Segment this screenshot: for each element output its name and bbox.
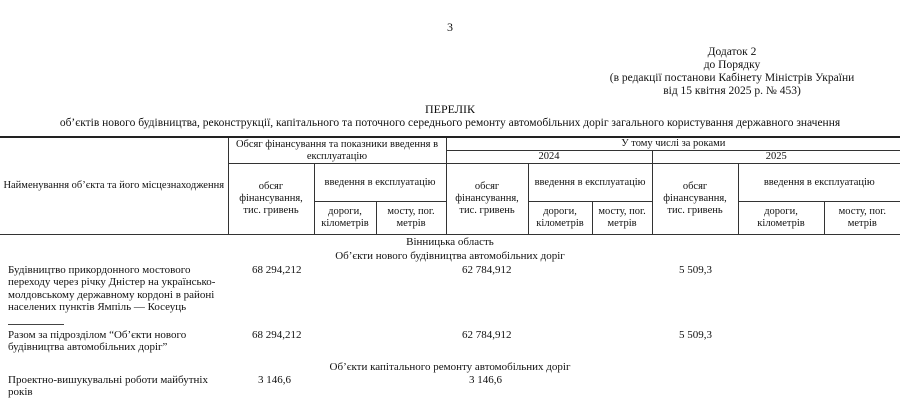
- header-2025-roads: дороги, кілометрів: [738, 202, 824, 235]
- subtotal-separator: [8, 324, 64, 325]
- row-1-name: Будівництво прикордонного мостового переходу через річку Дністер на українсько-молдовському державному кордоні в районі населених пунктів Ямпіль — Косеуць: [8, 264, 216, 313]
- subtotal-name: Разом за підрозділом “Об’єкти нового будівництва автомобільних доріг”: [8, 329, 187, 354]
- annex-line-2: до Порядку: [703, 59, 761, 71]
- header-2024-roads: дороги, кілометрів: [528, 202, 592, 235]
- row-2-total: 3 146,6: [258, 374, 291, 386]
- header-2025-commissioning: введення в експлуатацію: [738, 164, 900, 202]
- annex-block: [560, 46, 900, 98]
- subtotal-2024: 62 784,912: [462, 329, 512, 341]
- header-2025-volume: обсяг фінансування, тис. гривень: [652, 164, 738, 235]
- header-year-2025: 2025: [652, 151, 900, 164]
- document-title: ПЕРЕЛІК: [425, 102, 475, 116]
- header-total-volume: обсяг фінансування, тис. гривень: [228, 164, 314, 235]
- header-2025-bridges: мосту, пог. метрів: [824, 202, 900, 235]
- subtotal-total: 68 294,212: [252, 329, 302, 341]
- header-total-commissioning: введення в експлуатацію: [314, 164, 446, 202]
- row-2-2024: 3 146,6: [469, 374, 502, 386]
- section-capital-repair: Об’єкти капітального ремонту автомобільних доріг: [329, 361, 571, 373]
- page-number: 3: [447, 20, 453, 34]
- section-new-construction: Об’єкти нового будівництва автомобільних доріг: [335, 250, 565, 262]
- row-2-name: Проектно-вишукувальні роботи майбутніх років: [8, 374, 208, 399]
- header-2024-bridges: мосту, пог. метрів: [592, 202, 652, 235]
- subtotal-2025: 5 509,3: [679, 329, 712, 341]
- annex-line-1: Додаток 2: [707, 46, 757, 58]
- header-total-roads: дороги, кілометрів: [314, 202, 376, 235]
- header-total-bridges: мосту, пог. метрів: [376, 202, 446, 235]
- header-year-2024: 2024: [446, 151, 652, 164]
- header-by-years-group: У тому числі за роками: [446, 137, 900, 151]
- row-1-total: 68 294,212: [252, 264, 302, 276]
- document-subtitle: об’єктів нового будівництва, реконструкції, капітального та поточного середнього ремонту автомобільних доріг загального користування державного значення: [59, 117, 841, 129]
- header-2024-commissioning: введення в експлуатацію: [528, 164, 652, 202]
- header-financing-group: Обсяг фінансування та показники введення в експлуатацію: [228, 137, 446, 164]
- region-heading: Вінницька область: [406, 236, 494, 248]
- annex-line-3: (в редакції постанови Кабінету Міністрів України: [609, 72, 855, 84]
- row-1-2024: 62 784,912: [462, 264, 512, 276]
- header-2024-volume: обсяг фінансування, тис. гривень: [446, 164, 528, 235]
- header-name-col: Найменування об’єкта та його місцезнаходження: [0, 137, 228, 235]
- header-table: [0, 136, 900, 235]
- row-1-2025: 5 509,3: [679, 264, 712, 276]
- annex-line-4: від 15 квітня 2025 р. № 453): [663, 85, 801, 97]
